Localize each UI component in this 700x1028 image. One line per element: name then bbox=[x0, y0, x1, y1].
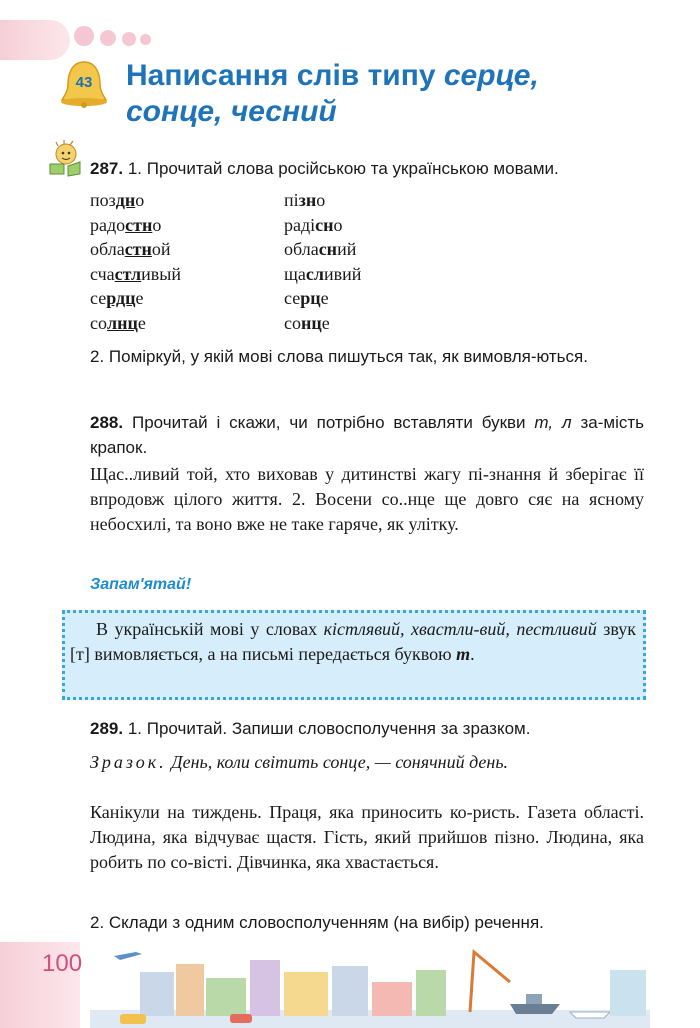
task-number: 289. bbox=[90, 719, 124, 738]
russian-word bbox=[90, 213, 161, 237]
decor-dot bbox=[74, 26, 94, 46]
word-part: е bbox=[137, 313, 146, 333]
rule-part: В українській мові у словах bbox=[96, 619, 324, 639]
russian-word bbox=[90, 237, 171, 261]
word-part: радо bbox=[90, 214, 126, 235]
consonant-cluster: рдц bbox=[106, 288, 136, 309]
russian-word bbox=[90, 262, 181, 286]
title-example: сонце, чесний bbox=[126, 95, 337, 128]
word-part: со bbox=[284, 313, 301, 333]
consonant-cluster: сл bbox=[305, 263, 324, 284]
remember-heading: Запам'ятай! bbox=[90, 576, 192, 593]
decor-dot bbox=[122, 32, 136, 46]
word-part: поз bbox=[90, 190, 116, 210]
word-part: ой bbox=[151, 239, 171, 260]
consonant-cluster: стн bbox=[125, 214, 153, 235]
reader-icon bbox=[44, 140, 84, 180]
rule-part: звук [т] вимовляється, а на письмі передається буквою bbox=[70, 619, 636, 664]
instruction-text: Прочитай і скажи, чи потрібно вставляти букви bbox=[131, 413, 535, 432]
word-part: ий bbox=[337, 239, 357, 260]
task-287-question: 2. Поміркуй, у якій мові слова пишуться так, як вимовля-ються. bbox=[90, 347, 588, 366]
word-part: е bbox=[135, 288, 144, 309]
instruction-text: 1. Прочитай. Запиши словосполучення за зразком. bbox=[127, 719, 531, 738]
word-part: со bbox=[90, 313, 107, 333]
letters: т, л bbox=[534, 413, 572, 432]
consonant-cluster: зн bbox=[298, 190, 317, 210]
rule-part: . bbox=[470, 644, 475, 664]
task-289-text: Канікули на тиждень. Праця, яка приносить ко-ристь. Газета області. Людина, яка відчуває щастя. Гість, який прийшов пізно. Людина, яка робить по со-вісті. Дівчинка, яка хвастається. bbox=[90, 802, 644, 872]
word-part: ивый bbox=[141, 263, 182, 284]
decor-dot bbox=[140, 34, 151, 45]
decor-dot bbox=[100, 30, 116, 46]
word-part: обла bbox=[284, 239, 319, 260]
ukrainian-word bbox=[284, 213, 343, 237]
lesson-title bbox=[126, 58, 666, 130]
word-part: о bbox=[333, 214, 343, 235]
russian-word bbox=[90, 311, 146, 335]
example-text: День, коли світить сонце, — сонячний день. bbox=[166, 752, 509, 772]
word-part: о bbox=[135, 190, 145, 210]
consonant-cluster: стн bbox=[124, 239, 152, 260]
city-illustration bbox=[90, 942, 650, 1028]
ukrainian-word bbox=[284, 262, 361, 286]
word-part: се bbox=[284, 288, 301, 309]
word-part: е bbox=[321, 313, 330, 333]
consonant-cluster: нц bbox=[301, 313, 322, 333]
russian-word bbox=[90, 286, 143, 310]
russian-word bbox=[90, 188, 144, 212]
header-decoration bbox=[0, 20, 70, 60]
word-part: раді bbox=[284, 214, 316, 235]
task-289-instruction bbox=[90, 716, 650, 742]
consonant-cluster: рц bbox=[300, 288, 321, 309]
rule-letter: т bbox=[456, 644, 471, 664]
consonant-cluster: стл bbox=[114, 263, 142, 284]
instruction-text: 1. Прочитай слова російською та українською мовами. bbox=[127, 159, 559, 178]
consonant-cluster: сн bbox=[318, 239, 338, 260]
word-part: ща bbox=[284, 263, 306, 284]
word-part: о bbox=[316, 190, 326, 210]
consonant-cluster: лнц bbox=[107, 313, 138, 333]
word-part: е bbox=[320, 288, 329, 309]
lesson-number: 43 bbox=[75, 74, 93, 91]
task-number: 287. bbox=[90, 159, 124, 178]
ukrainian-word bbox=[284, 188, 325, 212]
instruction-text: за-мість крапок. bbox=[90, 413, 644, 457]
word-part: обла bbox=[90, 239, 125, 260]
title-text: Написання слів типу bbox=[126, 59, 444, 92]
word-part: о bbox=[152, 214, 162, 235]
ukrainian-word bbox=[284, 311, 330, 335]
word-part: пі bbox=[284, 190, 299, 210]
consonant-cluster: сн bbox=[315, 214, 334, 235]
consonant-cluster: дн bbox=[115, 190, 136, 210]
ukrainian-word bbox=[284, 237, 356, 261]
task-288-text: Щас..ливий той, хто виховав у дитинстві жагу пі-знання й зберігає її впродовж цілого життя. 2. Восени со..нце ще довго сяє на ясному небосхилі, та воно вже не таке гаряче, як улітку. bbox=[90, 464, 644, 534]
example bbox=[90, 750, 644, 775]
title-example: серце, bbox=[443, 59, 539, 92]
word-part: сча bbox=[90, 263, 115, 284]
rule-text bbox=[70, 617, 636, 667]
rule-words: кістлявий, хвастли-вий, пестливий bbox=[323, 619, 597, 639]
word-part: ивий bbox=[323, 263, 362, 284]
task-289-part2: 2. Склади з одним словосполученням (на вибір) речення. bbox=[90, 913, 544, 932]
example-label: Зразок. bbox=[90, 752, 167, 772]
task-number: 288. bbox=[90, 413, 124, 432]
task-288-instruction bbox=[90, 410, 644, 460]
task-287-instruction bbox=[90, 156, 650, 182]
page-number: 100 bbox=[42, 950, 83, 977]
ukrainian-word bbox=[284, 286, 329, 310]
word-part: се bbox=[90, 288, 107, 309]
